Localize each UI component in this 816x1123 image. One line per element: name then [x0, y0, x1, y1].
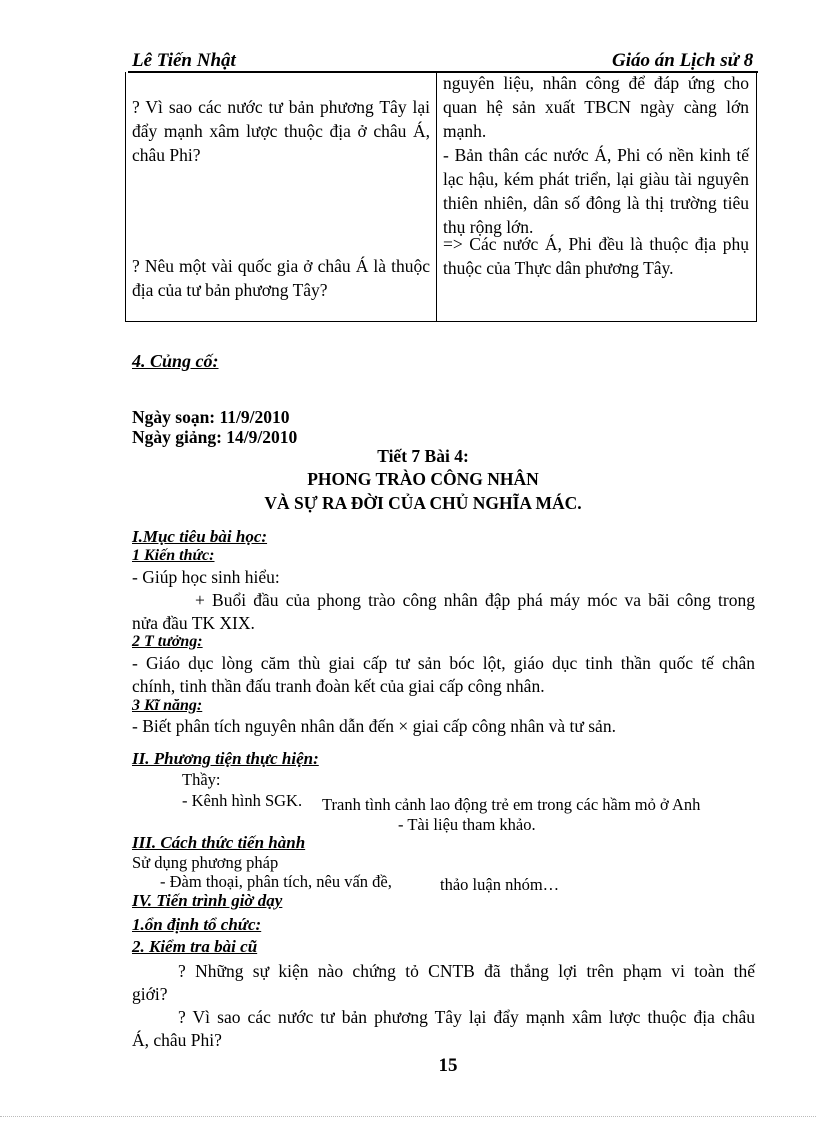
page-bottom-dotted-edge [0, 1116, 816, 1117]
check-question-2b: Á, châu Phi? [132, 1030, 222, 1050]
date-prepared: Ngày soạn: 11/9/2010 [132, 407, 290, 427]
means-heading: II. Phương tiện thực hiện: [132, 749, 319, 768]
check-question-1a: ? Những sự kiện nào chứng tỏ CNTB đã thắng lợi trên phạm vi toàn thế [178, 961, 755, 981]
table-column-divider [436, 72, 437, 322]
table-answer-2: - Bản thân các nước Á, Phi có nền kinh tế lạc hậu, kém phát triển, lại giàu tài nguyên thiên nhiên, dân số đông là thị trường tiêu thụ rộng lớn. [443, 145, 749, 237]
table-answer-3: => Các nước Á, Phi đều là thuộc địa phụ thuộc của Thực dân phương Tây. [443, 234, 749, 278]
means-item-1b: Tranh tình cảnh lao động trẻ em trong các hầm mỏ ở Anh [322, 795, 701, 814]
methods-line-2: - Đàm thoại, phân tích, nêu vấn đề, [160, 872, 392, 891]
page-number: 15 [438, 1055, 458, 1076]
means-item-2: - Tài liệu tham khảo. [398, 815, 536, 834]
section-consolidation: 4. Củng cố: [132, 351, 219, 371]
means-teacher: Thầy: [182, 770, 221, 789]
check-question-2a: ? Vì sao các nước tư bản phương Tây lại đẩy mạnh xâm lược thuộc địa châu [178, 1007, 755, 1027]
knowledge-line-2: + Buổi đầu của phong trào công nhân đập phá máy móc va bãi công trong [195, 590, 755, 610]
knowledge-line-1: - Giúp học sinh hiểu: [132, 567, 280, 587]
check-question-1b: giới? [132, 984, 168, 1004]
check-heading: 2. Kiểm tra bài cũ [132, 937, 258, 956]
organization-heading: 1.ổn định tổ chức: [132, 915, 262, 934]
thought-line-1: - Giáo dục lòng căm thù giai cấp tư sản bóc lột, giáo dục tinh thần quốc tế chân [132, 653, 755, 673]
lesson-title-line-1: PHONG TRÀO CÔNG NHÂN [307, 469, 539, 489]
table-question-2: ? Nêu một vài quốc gia ở châu Á là thuộc địa của tư bản phương Tây? [132, 256, 430, 300]
thought-heading: 2 T tưởng: [132, 633, 203, 650]
knowledge-line-3: nửa đầu TK XIX. [132, 613, 255, 633]
means-item-1: - Kênh hình SGK. [182, 791, 303, 810]
objectives-heading: I.Mục tiêu bài học: [132, 527, 268, 546]
methods-heading: III. Cách thức tiến hành [132, 833, 306, 852]
methods-line-1: Sử dụng phương pháp [132, 853, 279, 872]
skill-heading: 3 Kĩ năng: [132, 697, 203, 714]
process-heading: IV. Tiến trình giờ dạy [132, 891, 283, 910]
lesson-number: Tiết 7 Bài 4: [377, 446, 469, 466]
table-answer-1: nguyên liệu, nhân công để đáp ứng cho quan hệ sản xuất TBCN ngày càng lớn mạnh. [443, 73, 749, 141]
knowledge-heading: 1 Kiến thức: [132, 547, 215, 564]
lesson-title-line-2: VÀ SỰ RA ĐỜI CỦA CHỦ NGHĨA MÁC. [264, 493, 582, 513]
header-subject: Giáo án Lịch sử 8 [612, 50, 754, 71]
skill-line-1: - Biết phân tích nguyên nhân dẫn đến × giai cấp công nhân và tư sản. [132, 716, 616, 736]
header-author: Lê Tiến Nhật [132, 50, 236, 71]
table-question-1: ? Vì sao các nước tư bản phương Tây lại đẩy mạnh xâm lược thuộc địa ở châu Á, châu Phi? [132, 97, 430, 165]
thought-line-2: chính, tinh thần đấu tranh đoàn kết của giai cấp công nhân. [132, 676, 545, 696]
methods-line-2b: thảo luận nhóm… [440, 875, 560, 894]
date-taught: Ngày giảng: 14/9/2010 [132, 427, 298, 447]
